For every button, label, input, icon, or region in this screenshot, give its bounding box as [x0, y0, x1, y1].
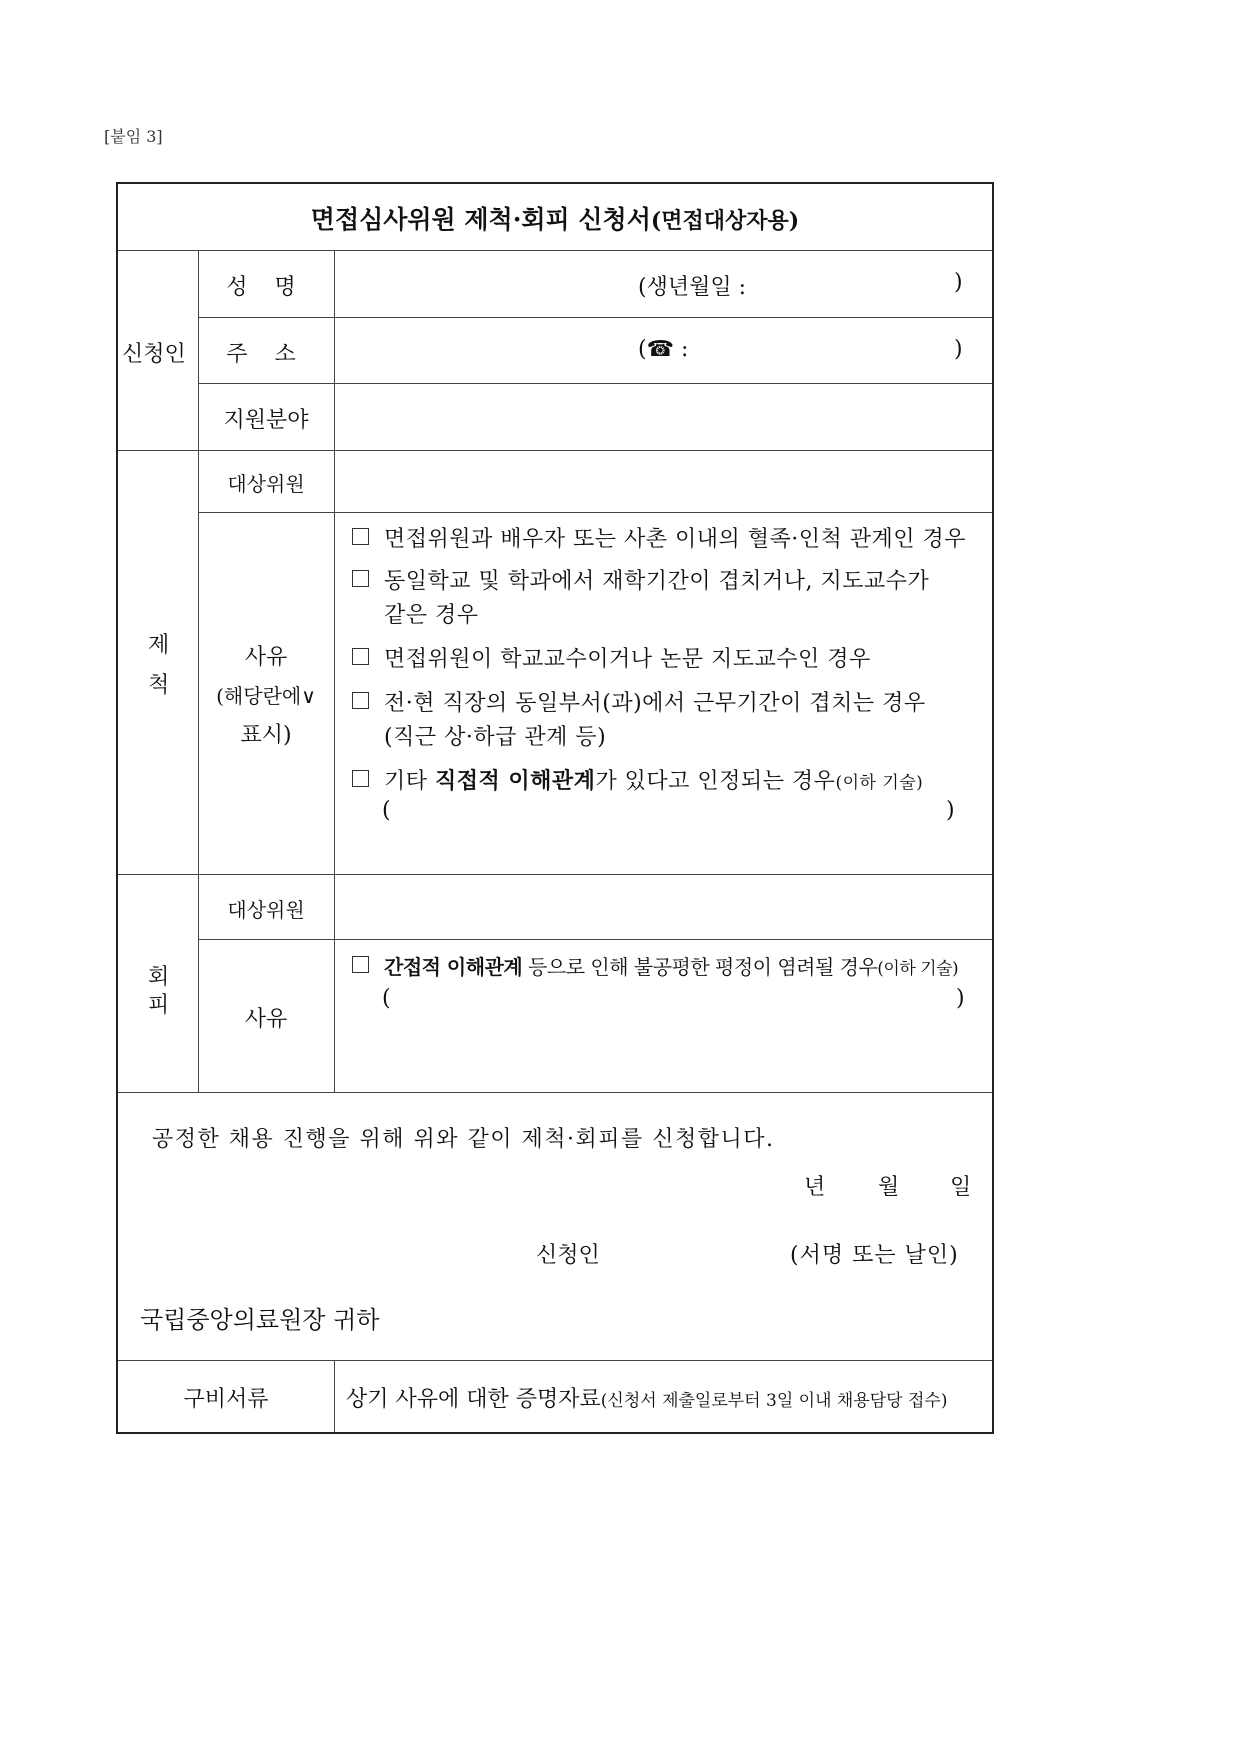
- application-form: [116, 182, 994, 1434]
- exclusion-section-label-1: 제: [148, 633, 170, 658]
- documents-value: [346, 1382, 947, 1413]
- avoidance-target-label: 대상위원: [227, 898, 305, 922]
- date-year-label: 년: [804, 1175, 826, 1200]
- documents-value-note: (신청서 제출일로부터 3일 이내 채용담당 접수): [600, 1391, 948, 1411]
- exclusion-reason-checkbox-4[interactable]: [352, 692, 369, 709]
- exclusion-section-label-2: 척: [148, 673, 170, 698]
- applicant-section-label: 신청인: [122, 342, 186, 367]
- avoidance-reason-checkbox[interactable]: [352, 956, 369, 973]
- exclusion-reason-label: 사유: [244, 645, 288, 670]
- exclusion-reason-4-cont: (직근 상·하급 관계 등): [384, 725, 607, 750]
- documents-value-main: 상기 사유에 대한 증명자료: [346, 1387, 601, 1412]
- avoidance-reason-rest: 등으로 인해 불공평한 평정이 염려될 경우: [522, 955, 878, 979]
- exclusion-reason-5-prefix: 기타: [384, 769, 435, 794]
- exclusion-other-close: ): [946, 798, 955, 823]
- name-label: 성 명: [226, 275, 306, 300]
- exclusion-reason-4: 전·현 직장의 동일부서(과)에서 근무기간이 겹치는 경우: [384, 691, 926, 716]
- phone-label: (☎ :: [638, 337, 689, 362]
- form-title-main: 면접심사위원 제척·회피 신청서: [310, 205, 651, 234]
- exclusion-other-open: (: [382, 798, 391, 823]
- signature-label: (서명 또는 날인): [790, 1243, 959, 1268]
- birthdate-close: ): [954, 270, 963, 295]
- exclusion-reason-3: 면접위원이 학교교수이거나 논문 지도교수인 경우: [384, 647, 871, 672]
- avoidance-reason-label: 사유: [244, 1007, 288, 1032]
- exclusion-reason-5-rest: 가 있다고 인정되는 경우: [595, 769, 836, 794]
- field-label: 지원분야: [223, 408, 309, 433]
- date-day-label: 일: [950, 1175, 972, 1200]
- avoidance-other-open: (: [382, 986, 391, 1011]
- exclusion-reason-hint-2: 표시): [240, 723, 292, 748]
- exclusion-target-label: 대상위원: [227, 472, 305, 496]
- exclusion-reason-2-cont: 같은 경우: [384, 603, 479, 628]
- phone-close: ): [954, 337, 963, 362]
- signer-label: 신청인: [536, 1243, 600, 1268]
- date-month-label: 월: [878, 1175, 900, 1200]
- exclusion-reason-5-note: (이하 기술): [835, 773, 924, 793]
- exclusion-reason-checkbox-3[interactable]: [352, 648, 369, 665]
- exclusion-reason-checkbox-5[interactable]: [352, 770, 369, 787]
- avoidance-reason-note: (이하 기술): [877, 959, 959, 979]
- form-title-sub: (면접대상자용): [650, 208, 800, 234]
- declaration-statement: 공정한 채용 진행을 위해 위와 같이 제척·회피를 신청합니다.: [152, 1127, 775, 1152]
- form-title: [118, 200, 992, 236]
- avoidance-reason: [384, 951, 958, 980]
- exclusion-reason-checkbox-2[interactable]: [352, 570, 369, 587]
- exclusion-reason-5: [384, 764, 923, 795]
- exclusion-reason-hint: (해당란에∨: [216, 684, 316, 708]
- avoidance-other-close: ): [956, 986, 965, 1011]
- addressee: 국립중앙의료원장 귀하: [140, 1306, 380, 1334]
- exclusion-reason-1: 면접위원과 배우자 또는 사촌 이내의 혈족·인척 관계인 경우: [384, 527, 966, 552]
- avoidance-section-label-1: 회: [148, 965, 170, 990]
- avoidance-section-label-2: 피: [148, 993, 170, 1018]
- attachment-label: [붙임 3]: [104, 127, 163, 146]
- documents-label: 구비서류: [183, 1387, 269, 1412]
- birthdate-label: (생년월일 :: [638, 275, 746, 300]
- address-label: 주 소: [226, 342, 306, 367]
- avoidance-reason-bold: 간접적 이해관계: [384, 955, 523, 979]
- exclusion-reason-2: 동일학교 및 학과에서 재학기간이 겹치거나, 지도교수가: [384, 569, 930, 594]
- exclusion-reason-5-bold: 직접적 이해관계: [435, 768, 596, 794]
- exclusion-reason-checkbox-1[interactable]: [352, 528, 369, 545]
